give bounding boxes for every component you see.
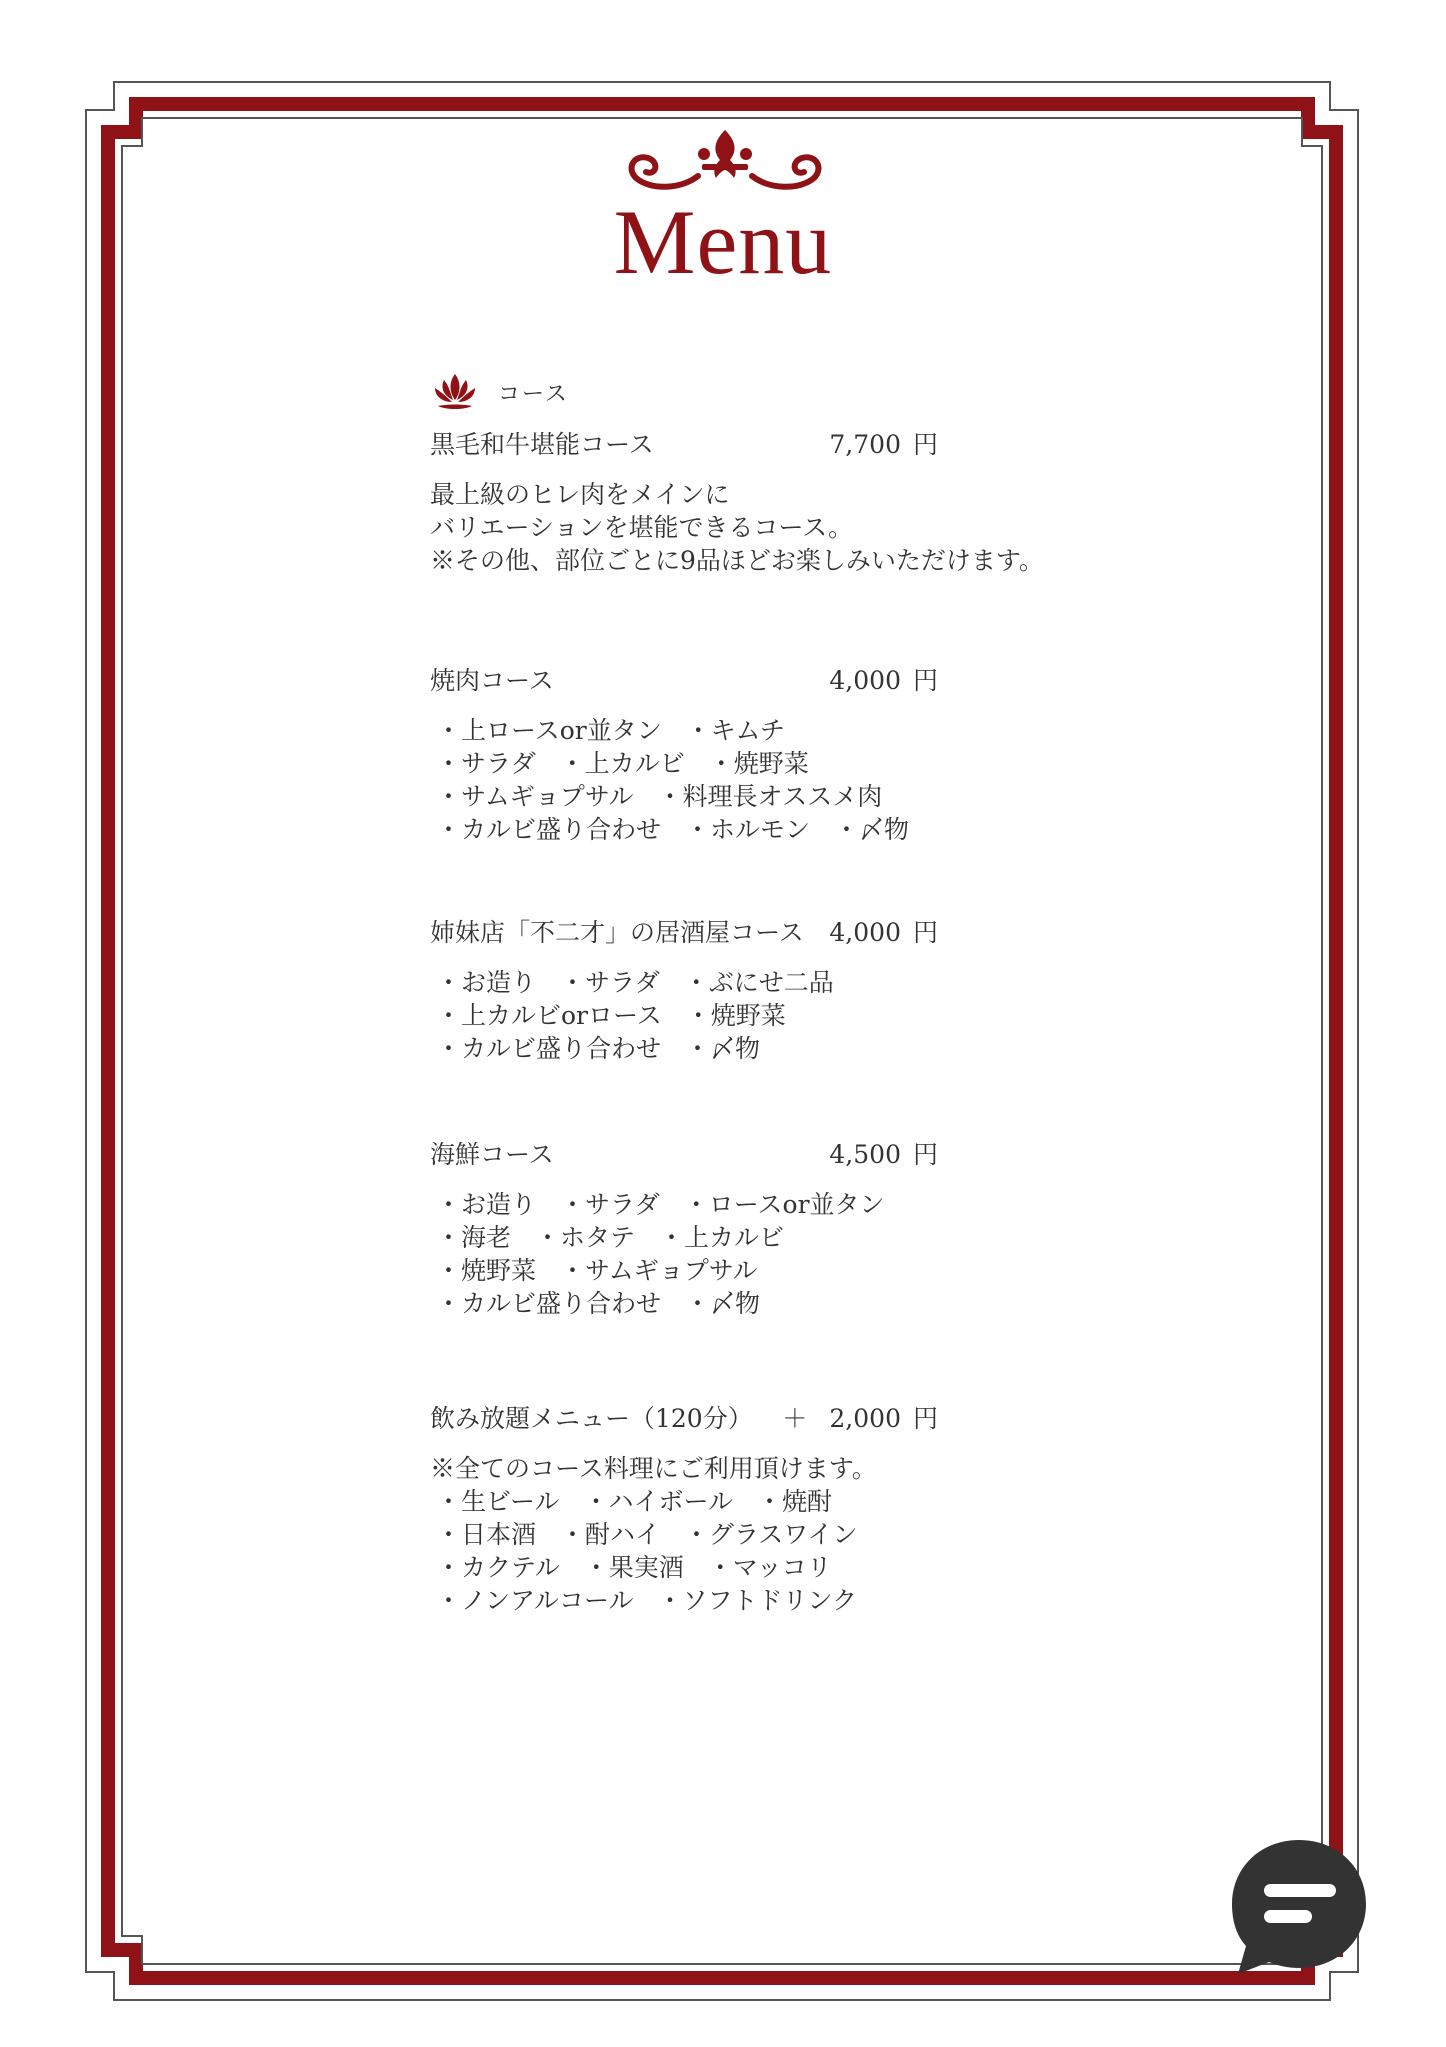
menu-item: ・サムギョプサル [436,782,634,811]
section-heading [430,372,569,412]
menu-item: ・焼野菜 [436,1256,537,1285]
menu-item: ・サラダ [560,1190,660,1219]
price-yen: 円 [912,1140,938,1169]
course-price [782,1399,938,1435]
item-line [430,1287,1090,1320]
menu-item: ・上カルビ [659,1223,785,1252]
lotus-fleur-icon [432,372,478,412]
course-items [430,1188,1090,1320]
description-line: ※その他、部位ごとに9品ほどお楽しみいただけます。 [430,546,1044,575]
course-price [829,913,938,949]
chat-button[interactable] [1228,1836,1370,1978]
course-name: 姉妹店「不二才」の居酒屋コース [430,918,804,947]
menu-item: ・キムチ [685,716,786,745]
menu-item: ・上ロースor並タン [436,716,662,745]
item-line [430,999,1090,1032]
course-row [430,660,938,698]
item-line [430,966,1090,999]
menu-item: ・ホタテ [535,1223,636,1252]
price-value: 4,000 [829,666,901,695]
course-items [430,714,1090,846]
menu-item: ・ぶにせ二品 [683,968,834,997]
menu-item: ・サムギョプサル [560,1256,758,1285]
item-line [430,780,1090,813]
menu-item: ・果実酒 [583,1553,684,1582]
menu-item: ・〆物 [685,1289,761,1318]
item-line [430,1254,1090,1287]
course-items [430,1452,1090,1617]
price-yen: 円 [912,430,938,459]
course-izakaya [430,912,1090,1065]
menu-item: ・酎ハイ [560,1520,661,1549]
course-items [430,966,1090,1065]
course-wagyu [430,424,1090,577]
menu-item: ・カクテル [436,1553,560,1582]
course-row [430,912,938,950]
price-value: 7,700 [829,430,901,459]
page-title: Menu [613,191,833,293]
menu-item: ・ノンアルコール [436,1586,634,1615]
menu-item: ・グラスワイン [684,1520,858,1549]
menu-item: ・焼野菜 [708,749,809,778]
price-yen: 円 [912,1404,938,1433]
menu-item: ・料理長オススメ肉 [657,782,883,811]
item-line [430,1518,1090,1551]
description-line: バリエーションを堪能できるコース。 [430,513,854,542]
menu-item: ・焼野菜 [685,1001,786,1030]
course-price [829,1135,938,1171]
menu-item: ・海老 [436,1223,512,1252]
item-line [430,1221,1090,1254]
item-line [430,813,1090,846]
price-value: 2,000 [829,1404,901,1433]
item-line [430,1032,1090,1065]
item-line [430,1188,1090,1221]
course-price [829,661,938,697]
menu-item: ・ホルモン [685,815,811,844]
item-line [430,714,1090,747]
course-name: 海鮮コース [430,1140,554,1169]
menu-item: ・ロースor並タン [683,1190,885,1219]
course-name: 飲み放題メニュー（120分） [430,1404,753,1433]
menu-item: ・上カルビorロース [436,1001,662,1030]
item-line [430,1485,1090,1518]
course-price [829,425,938,461]
menu-item: ・サラダ [560,968,660,997]
menu-item: ・サラダ [436,749,536,778]
price-yen: 円 [912,666,938,695]
menu-item: ・マッコリ [707,1553,832,1582]
course-note: ※全てのコース料理にご利用頂けます。 [430,1454,877,1483]
price-yen: 円 [912,918,938,947]
menu-item: ・焼酎 [757,1487,833,1516]
course-yakiniku [430,660,1090,846]
course-row [430,1134,938,1172]
menu-item: ・〆物 [834,815,910,844]
course-seafood [430,1134,1090,1320]
menu-item: ・お造り [436,968,537,997]
description-line: 最上級のヒレ肉をメインに [430,480,730,509]
menu-item: ・生ビール [436,1487,560,1516]
item-line [430,747,1090,780]
item-line [430,1584,1090,1617]
section-heading-label: コース [498,381,569,407]
course-name: 黒毛和牛堪能コース [430,430,654,459]
menu-item: ・カルビ盛り合わせ [436,1289,662,1318]
menu-item: ・お造り [436,1190,537,1219]
course-all-you-can-drink [430,1398,1090,1617]
course-row [430,424,938,462]
menu-item: ・ソフトドリンク [657,1586,858,1615]
course-row [430,1398,938,1436]
price-value: 4,000 [829,918,901,947]
menu-item: ・上カルビ [559,749,685,778]
item-line [430,1551,1090,1584]
menu-item: ・カルビ盛り合わせ [436,1034,662,1063]
menu-item: ・ハイボール [583,1487,734,1516]
course-name: 焼肉コース [430,666,554,695]
menu-item: ・カルビ盛り合わせ [436,815,662,844]
menu-item: ・日本酒 [436,1520,537,1549]
price-value: 4,500 [829,1140,901,1169]
price-plus: ＋ [782,1404,808,1433]
course-description [430,478,1090,577]
chat-bubble-icon [1232,1840,1366,1974]
menu-item: ・〆物 [685,1034,761,1063]
